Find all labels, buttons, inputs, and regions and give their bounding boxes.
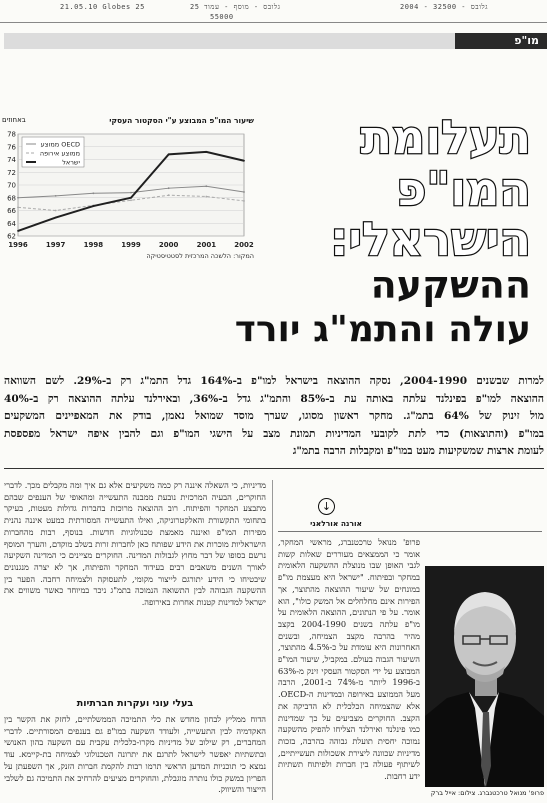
y-tick-label: 72 (7, 168, 16, 177)
data-point (168, 194, 170, 196)
data-point (55, 195, 57, 197)
x-tick-label: 1997 (45, 241, 66, 249)
y-tick-label: 66 (7, 207, 16, 215)
lead-line: לעומת ארצות שמשקיעות מעט במו"פ ומקבלות הרבה בתמ"ג (292, 445, 544, 457)
y-tick-label: 68 (7, 194, 16, 203)
chart-title: שיעור המו"פ המבוצע ע"י הסקטור העסקי (109, 116, 254, 125)
body-column-left-continued: הדוח ממליץ לבחון מחדש את כלי התמיכה הממשלתיים, לחזק את הקשר בין האקדמיה לבין התעשייה, ולעודד השקעה במו"פ גם בענפים המסורתיים. לדברי המחברים, רק שילוב של מדיניות מקרו-כלכלית עקבית עם השקעה בהון האנושי ובתשתיות יאפשר לישראל לתרגם את יתרונה הטכנולוגי לצמיחה בת-קיימא. עוד נמצא כי תוכניות המדען הראשי תרמו רבות להקמת חברות הזנק, אך השפעתן על הפריון במשק כולו נותרה מוגבלת, והחוקרים מציעים להרחיב את התמיכה גם לשלבי הייצור והשיווק. (4, 714, 266, 795)
data-point (243, 200, 245, 202)
data-point (17, 230, 19, 232)
header-strip-center: גלובס - מוסף - עמוד 25 (190, 3, 281, 11)
lead-divider (4, 468, 544, 469)
headline-line-5: עולה והתמ"ג יורד (234, 309, 531, 350)
data-point (55, 217, 57, 219)
data-point (243, 160, 245, 162)
data-point (243, 191, 245, 193)
business-rnd-line-chart (2, 128, 254, 250)
photo-caption: פרופ' מנואל טרכטנברג. צילום: אייל ברק (430, 789, 544, 797)
chart-unit-label: באחוזים (2, 116, 26, 124)
data-point (205, 196, 207, 198)
x-tick-label: 2001 (196, 241, 217, 249)
legend-entry: ממוצע OECD (40, 140, 80, 149)
body-column-left: מדיניות, כי השאלה איננה רק כמה משקיעים אלא גם איך ומה מקבלים מכך. לדברי החוקרים, הבעיה המרכזית נובעת ממבנה התעשייה ומהאופי של הענפים שבהם מתבצע המחקר והפיתוח. רוב ההוצאה מרוכזת בחברות גדולות מעטות, בעיקר בתחומי התקשורת והאלקטרוניקה, ואילו התעשייה המסורתית כמעט איננה נהנית מפירות המו"פ ואיננה מאמצת טכנולוגיות חדשות. בנוסף, רבות מהחברות הישראליות מוכרות את הידע שפותח כאן לחברות זרות בשלב מוקדם, והערך המוסף נרשם בסופו של דבר מחוץ לגבולות המדינה. החוקרים מציינים כי המדינה השקיעה לאורך השנים משאבים רבים בעידוד המחקר והפיתוח, אך לא יצרה מנגנונים שיבטיחו כי הידע יתורגם לייצור מקומי, לתעסוקה ולצמיחה רחבה. הפער בין ההשקעה הגבוהה לבין התשואה הנמוכה בתמ"ג ניכר במיוחד כאשר משווים את ישראל למדינות קטנות אחרות באירופה. (4, 480, 266, 608)
x-tick-label: 2000 (158, 241, 179, 249)
body-column-right: פרופ' מנואל טרכטנברג, מראשי המחקר, אומר כי הממצאים מעוררים שאלות קשות לגבי האופן שבו מנוצלת ההשקעה הלאומית במחקר ובפיתוח. "ישראל היא מעצמת מו"פ במונחים של שיעור ההוצאה מהתוצר, אך הפירות אינם מחלחלים אל המשק כולו", הוא אומר. על פי הנתונים, ההוצאה הלאומית על מו"פ עלתה בשנים 2004-1990 בקצב מהיר בהרבה מקצב הצמיחה, ובשנים האחרונות היא עומדת על כ-4.5% מהתוצר, השיעור הגבוה בעולם. במקביל, שיעור המו"פ המבוצע על ידי הסקטור העסקי זינק מ-63% ב-1996 ליותר מ-74% ב-2001, הרבה מעל הממוצע באירופה ובמדינות ה-OECD. אלא שהצמיחה הכלכלית לא הדביקה את הקצב. החוקרים מצביעים על כך שמדינות כמו פינלנד ואירלנד הצליחו להפיק מהשקעה נמוכה יחסית תועלת גבוהה בהרבה, בזכות מדיניות שכוונה ליצירת אשכולות תעשייתיים, לשיתוף פעולה בין חברות ולפיתוח תשתיות ידע רחבות. (278, 537, 420, 782)
section-label: מו"פ (514, 34, 539, 47)
data-point (92, 192, 94, 194)
data-point (55, 210, 57, 212)
data-point (205, 151, 207, 153)
x-tick-label: 1999 (121, 241, 141, 249)
data-point (205, 185, 207, 187)
x-tick-label: 1998 (83, 241, 104, 249)
arrow-down-icon: ↓ (318, 498, 335, 515)
x-tick-label: 2002 (234, 241, 254, 249)
y-tick-label: 78 (7, 130, 16, 139)
headline-line-3: הישראלי: (330, 212, 531, 266)
lead-line: ההוצאה למו"פ בפינלנד עלתה באותה עת ב-85% והתמ"ג גדל ב-36%, ובאירלנד עלתה ההוצאה רק ב-40% (4, 392, 544, 405)
data-point (17, 206, 19, 208)
y-tick-label: 70 (7, 181, 16, 190)
byline-rule (278, 531, 542, 532)
data-point (130, 197, 132, 199)
headline-line-2: המו"פ (396, 162, 531, 216)
data-point (168, 154, 170, 156)
y-tick-label: 64 (7, 219, 16, 228)
chart-source: המקור: הלשכה המרכזית לסטטיסטיקה (146, 252, 254, 260)
header-strip-left: 21.05.10 Globes 25 (60, 3, 145, 11)
lead-paragraph (4, 373, 544, 461)
header-strip-right: גלובס - 32500 - 2004 (400, 3, 488, 11)
author-photo (425, 566, 544, 787)
y-tick-label: 76 (7, 143, 16, 152)
data-point (92, 205, 94, 207)
lead-line: מול זינוק של 64% בתמ"ג. מחקר ראשון מסוגו, שערך מוסד שמואל נאמן, בודק את המאפיינים המשקעים (4, 410, 544, 422)
legend-entry: ישראל (62, 158, 80, 167)
lead-line: למרות שבשנים 2004-1990, נסקה ההוצאה בישראל למו"פ ב-164% גדל התמ"ג רק ב-29%. לשם השוואה (4, 375, 544, 387)
headline-line-4: ההשקעה (370, 263, 531, 307)
y-tick-label: 62 (7, 232, 16, 241)
lead-line: במו"פ (והתוצאות) כדי לתת לקובעי המדיניות תמונת מצב על הישגי המו"פ וגם להבין איפה ישראל מפספסת (4, 427, 544, 440)
x-tick-label: 1996 (8, 241, 28, 249)
column-divider (272, 480, 273, 800)
y-tick-label: 74 (7, 156, 16, 164)
legend-entry: ממוצע אירופה (39, 149, 80, 158)
header-strip-code: 55000 (210, 13, 234, 21)
body-subheading: בעלי עוני ועקרות חברתיות (76, 698, 194, 709)
data-point (168, 187, 170, 189)
data-point (17, 197, 19, 199)
data-point (130, 192, 132, 194)
byline: אורנה אורלאני (310, 519, 362, 528)
data-point (130, 199, 132, 201)
headline-line-1: תעלומת (360, 110, 531, 164)
